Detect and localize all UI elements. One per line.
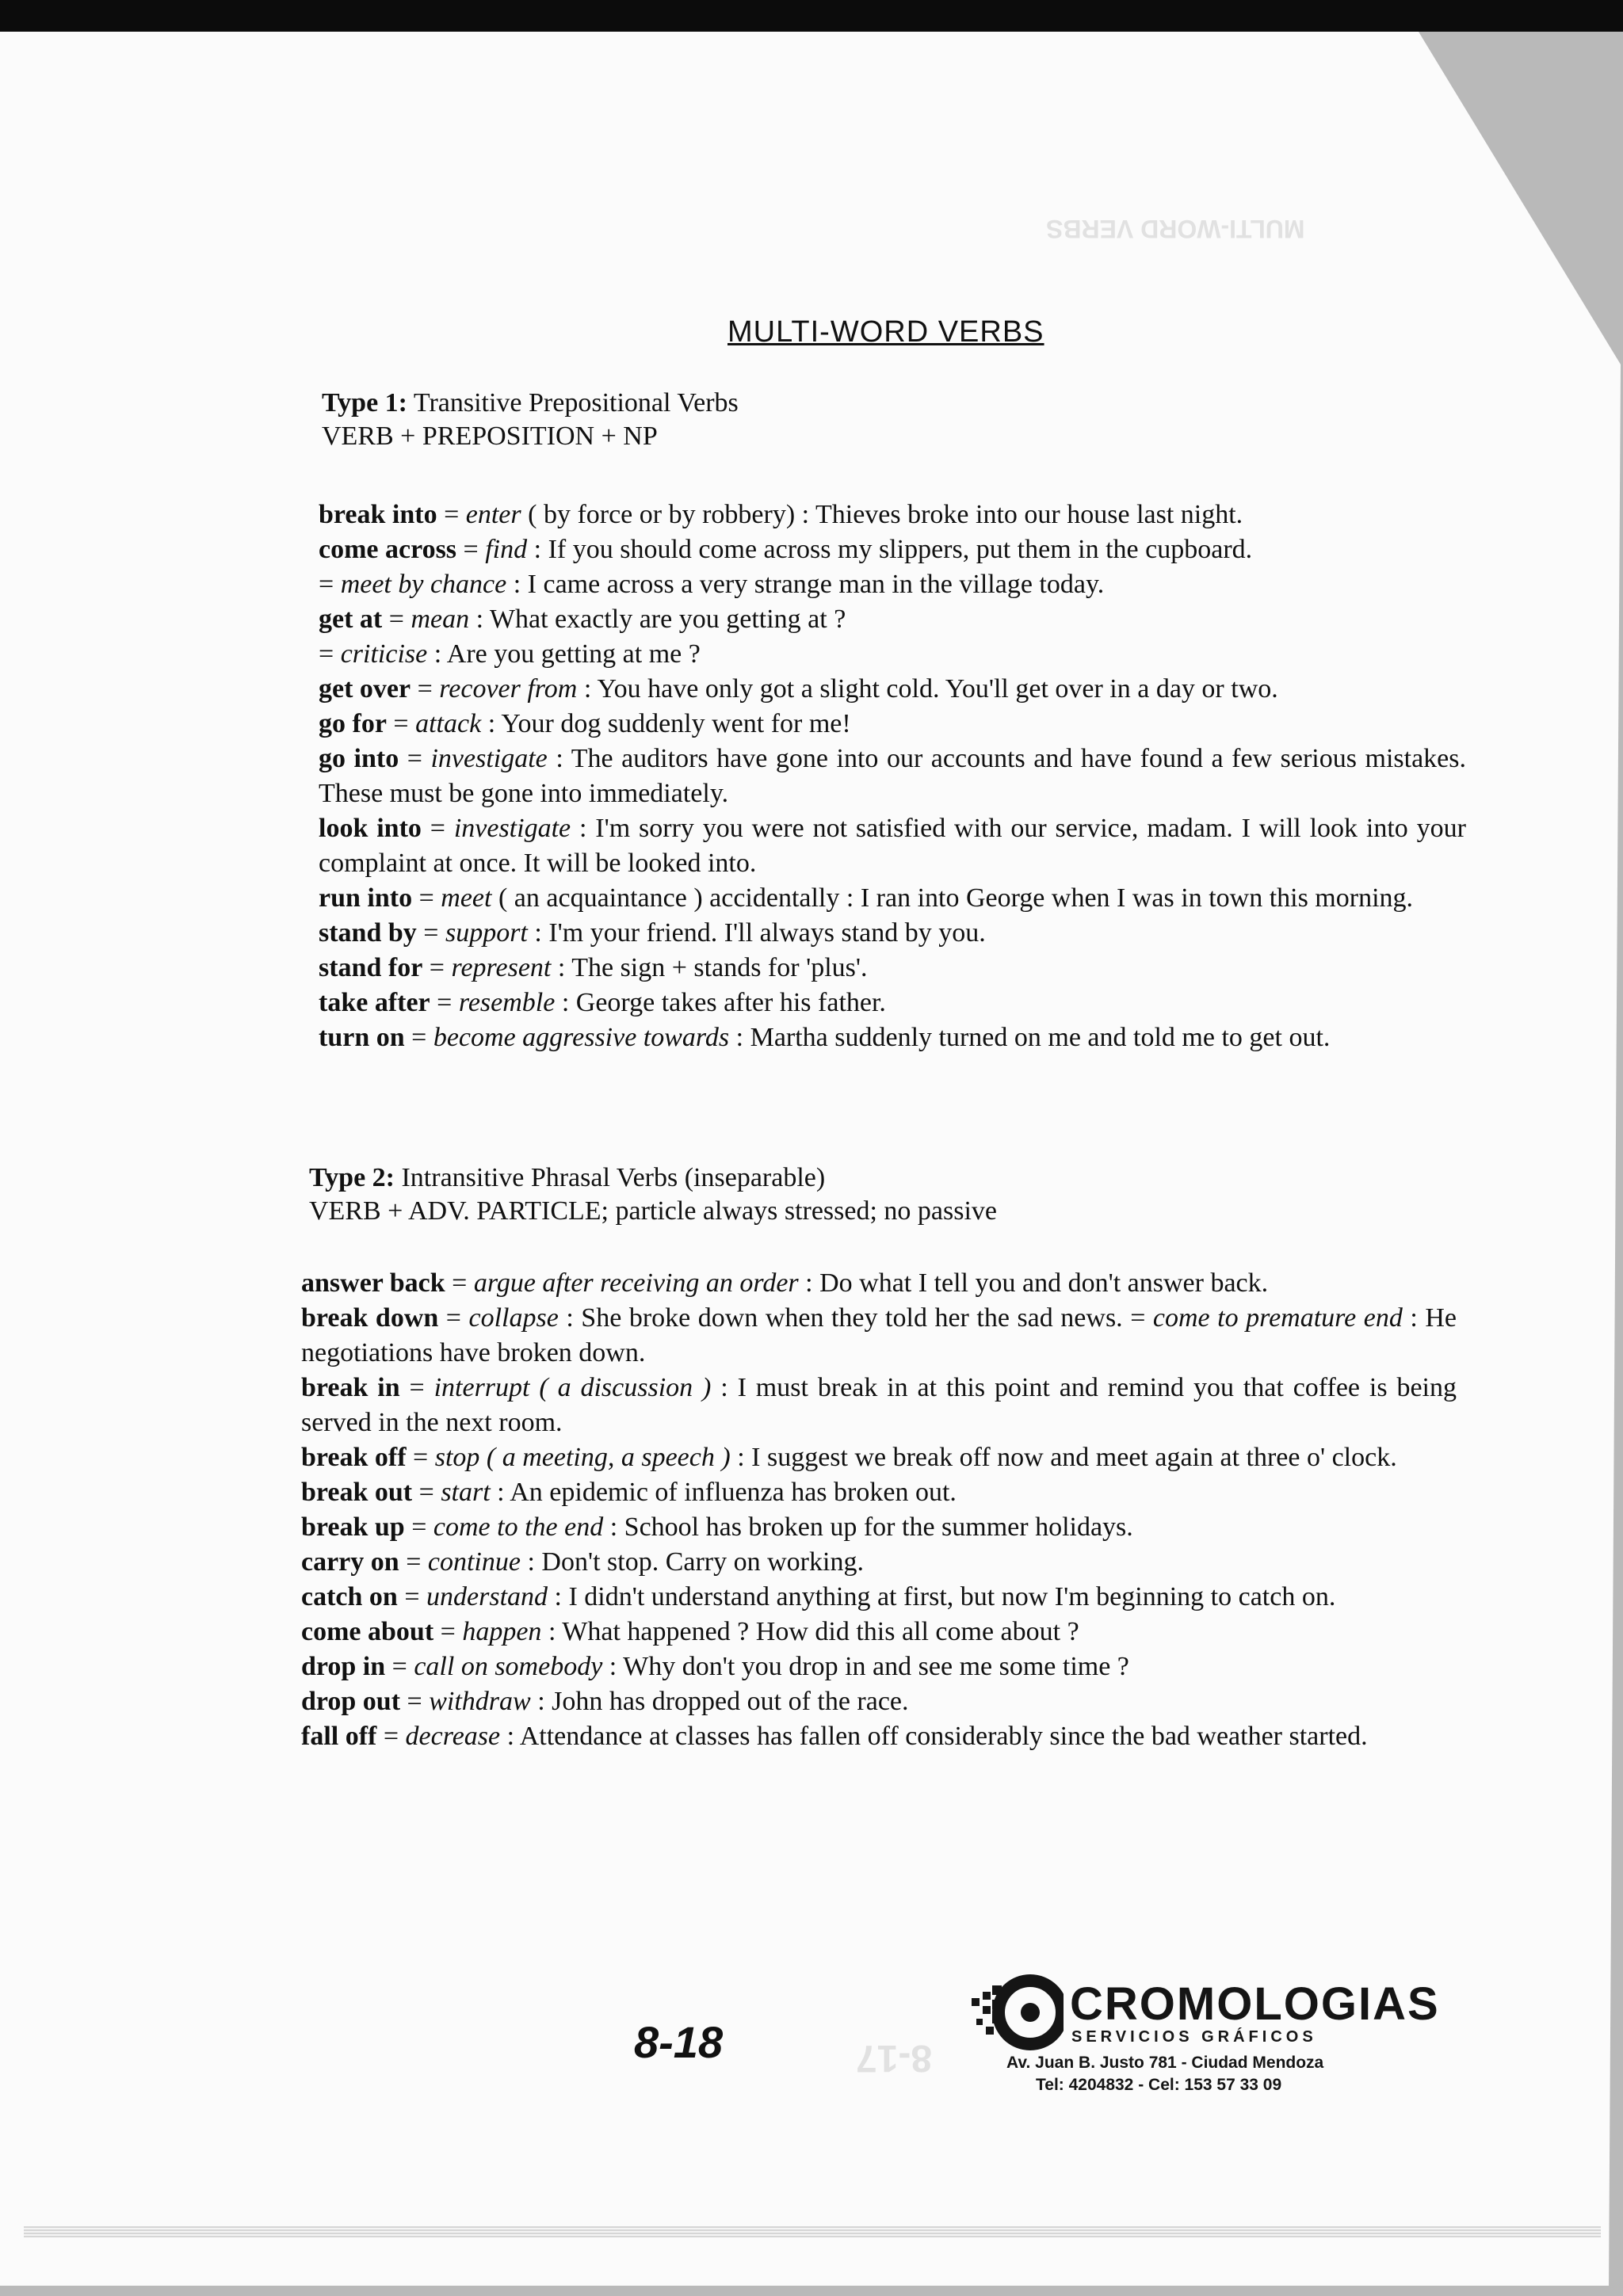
equals-sign: = — [376, 1722, 406, 1751]
verb-example: : I didn't understand anything at first, but now I'm beginning to catch on. — [548, 1582, 1336, 1611]
verb-example: ( by force or by robbery) : Thieves broke into our house last night. — [521, 500, 1243, 529]
verb-term: drop out — [301, 1687, 401, 1716]
equals-sign: = — [400, 1687, 430, 1716]
verb-definition: argue after receiving an order — [473, 1268, 799, 1298]
verb-definition: attack — [415, 709, 482, 738]
verb-entry — [319, 811, 1466, 881]
verb-example: : Are you getting at me ? — [427, 639, 701, 669]
page-title: MULTI-WORD VERBS — [727, 315, 1044, 349]
verb-example: : He negotiations have broken down. — [301, 1303, 1457, 1367]
verb-term: stand for — [319, 953, 423, 982]
verb-definition: meet by chance — [340, 570, 507, 599]
printer-logo-name: CROMOLOGIAS — [1070, 1978, 1440, 2030]
verb-example: : What happened ? How did this all come about ? — [541, 1617, 1079, 1646]
verb-term: get over — [319, 674, 411, 704]
verb-entry — [319, 602, 1466, 637]
verb-term: break out — [301, 1478, 413, 1507]
verb-example: : Why don't you drop in and see me some time ? — [602, 1652, 1129, 1681]
printer-logo-tagline: SERVICIOS GRÁFICOS — [1071, 2028, 1317, 2046]
verb-definition: investigate — [430, 744, 548, 773]
verb-example: : I must break in at this point and remind you that coffee is being served in the next room. — [301, 1373, 1457, 1437]
equals-sign: = — [397, 1582, 427, 1611]
bleed-through-text: 8-17 — [856, 2037, 933, 2079]
verb-example: : School has broken up for the summer holidays. — [603, 1512, 1133, 1542]
verb-entry — [301, 1475, 1457, 1510]
equals-sign: = — [406, 1443, 435, 1472]
verb-entry — [319, 637, 1466, 672]
verb-term: fall off — [301, 1722, 377, 1751]
printer-phone: Tel: 4204832 - Cel: 153 57 33 09 — [1036, 2076, 1282, 2094]
equals-sign: = — [404, 1512, 433, 1542]
verb-example: : Do what I tell you and don't answer back. — [798, 1268, 1269, 1298]
paper-stack-edge — [24, 2226, 1601, 2237]
verb-entry — [319, 707, 1466, 742]
verb-entry — [319, 498, 1466, 532]
verb-entry — [301, 1650, 1457, 1684]
verb-entry — [301, 1440, 1457, 1475]
verb-example: : I'm sorry you were not satisfied with our service, madam. I will look into your complaint at once. It will be looked into. — [319, 814, 1466, 878]
verb-example: : I'm your friend. I'll always stand by you. — [527, 918, 986, 948]
verb-definition: come to the end — [433, 1512, 604, 1542]
printer-address: Av. Juan B. Justo 781 - Ciudad Mendoza — [1006, 2054, 1324, 2072]
verb-term: come across — [319, 535, 457, 564]
verb-entry — [319, 567, 1466, 602]
verb-definition: investigate — [453, 814, 571, 843]
verb-example: : Martha suddenly turned on me and told me to get out. — [729, 1023, 1331, 1052]
equals-sign: = — [319, 570, 341, 599]
verb-definition: collapse — [468, 1303, 559, 1333]
verb-term: run into — [319, 883, 413, 913]
type1-entry-list — [319, 498, 1466, 1055]
verb-entry — [319, 532, 1466, 567]
scanner-top-band — [0, 0, 1623, 32]
type1-label: Type 1: — [322, 388, 407, 418]
verb-example: : What exactly are you getting at ? — [469, 605, 846, 634]
equals-sign: = — [445, 1268, 474, 1298]
verb-entry — [301, 1719, 1457, 1754]
verb-term: look into — [319, 814, 422, 843]
type2-entry-list — [301, 1266, 1457, 1754]
verb-entry — [319, 986, 1466, 1020]
equals-sign: = — [438, 1303, 469, 1333]
verb-definition: criticise — [340, 639, 428, 669]
page-number: 8-18 — [634, 2017, 724, 2067]
verb-term: turn on — [319, 1023, 405, 1052]
equals-sign: = — [382, 605, 411, 634]
type1-pattern: VERB + PREPOSITION + NP — [322, 421, 658, 451]
equals-sign: = — [416, 918, 445, 948]
verb-entry — [301, 1580, 1457, 1615]
equals-sign: = — [411, 674, 440, 704]
verb-term: carry on — [301, 1547, 399, 1577]
verb-definition: start — [441, 1478, 491, 1507]
verb-example: : George takes after his father. — [555, 988, 886, 1017]
verb-entry — [301, 1684, 1457, 1719]
verb-definition: continue — [427, 1547, 521, 1577]
verb-definition: withdraw — [429, 1687, 531, 1716]
verb-term: catch on — [301, 1582, 398, 1611]
equals-sign: = — [433, 1617, 463, 1646]
equals-sign: = — [437, 500, 466, 529]
verb-entry — [301, 1371, 1457, 1440]
verb-definition: find — [485, 535, 528, 564]
verb-definition: support — [445, 918, 528, 948]
type1-title: Transitive Prepositional Verbs — [413, 388, 739, 418]
verb-term: break down — [301, 1303, 439, 1333]
verb-term: take after — [319, 988, 430, 1017]
verb-definition: come to premature end — [1152, 1303, 1403, 1333]
verb-definition: understand — [426, 1582, 548, 1611]
verb-example: : I suggest we break off now and meet again at three o' clock. — [730, 1443, 1397, 1472]
equals-sign: = — [412, 883, 441, 913]
verb-definition: become aggressive towards — [433, 1023, 730, 1052]
verb-term: come about — [301, 1617, 434, 1646]
verb-definition: meet — [441, 883, 492, 913]
verb-term: stand by — [319, 918, 417, 948]
equals-sign: = — [404, 1023, 433, 1052]
printer-logo-mark-icon — [968, 1974, 1064, 2054]
equals-sign: = — [430, 988, 459, 1017]
verb-term: go into — [319, 744, 399, 773]
type2-label: Type 2: — [309, 1163, 395, 1192]
equals-sign: = — [386, 709, 416, 738]
verb-definition: decrease — [405, 1722, 501, 1751]
verb-entry — [319, 881, 1466, 916]
verb-example: : Attendance at classes has fallen off considerably since the bad weather started. — [500, 1722, 1368, 1751]
verb-example: : The sign + stands for 'plus'. — [551, 953, 868, 982]
equals-sign: = — [399, 744, 431, 773]
verb-definition: interrupt ( a discussion ) — [433, 1373, 712, 1402]
equals-sign: = — [399, 1547, 428, 1577]
verb-example: : Don't stop. Carry on working. — [520, 1547, 864, 1577]
verb-definition: happen — [462, 1617, 542, 1646]
verb-definition: stop ( a meeting, a speech ) — [434, 1443, 731, 1472]
verb-example: : An epidemic of influenza has broken out. — [490, 1478, 957, 1507]
verb-definition: call on somebody — [414, 1652, 603, 1681]
verb-entry — [301, 1545, 1457, 1580]
equals-sign: = — [399, 1373, 434, 1402]
verb-entry — [319, 672, 1466, 707]
type1-heading — [322, 387, 739, 453]
verb-term: drop in — [301, 1652, 386, 1681]
type2-heading — [309, 1161, 997, 1228]
verb-example: : The auditors have gone into our accounts and have found a few serious mistakes. These must be gone into immediately. — [319, 744, 1466, 808]
verb-term: break into — [319, 500, 437, 529]
verb-definition: resemble — [458, 988, 556, 1017]
verb-definition: represent — [451, 953, 552, 982]
verb-entry — [301, 1266, 1457, 1301]
verb-example: : John has dropped out of the race. — [530, 1687, 909, 1716]
verb-entry — [319, 951, 1466, 986]
verb-example: : She broke down when they told her the sad news. = — [558, 1303, 1153, 1333]
verb-example: ( an acquaintance ) accidentally : I ran into George when I was in town this morning. — [491, 883, 1414, 913]
verb-example: : Your dog suddenly went for me! — [481, 709, 851, 738]
verb-entry — [301, 1615, 1457, 1650]
verb-entry — [319, 916, 1466, 951]
verb-definition: recover from — [439, 674, 578, 704]
verb-term: get at — [319, 605, 383, 634]
verb-term: break in — [301, 1373, 400, 1402]
verb-entry — [301, 1301, 1457, 1371]
verb-example: : You have only got a slight cold. You'll get over in a day or two. — [577, 674, 1278, 704]
paper-page — [0, 32, 1623, 2286]
equals-sign: = — [385, 1652, 414, 1681]
equals-sign: = — [319, 639, 341, 669]
verb-term: answer back — [301, 1268, 445, 1298]
equals-sign: = — [412, 1478, 441, 1507]
equals-sign: = — [456, 535, 486, 564]
printer-logo — [968, 1974, 1440, 2094]
verb-term: go for — [319, 709, 387, 738]
verb-term: break off — [301, 1443, 407, 1472]
bleed-through-text: MULTI-WORD VERBS — [1046, 215, 1305, 243]
verb-example: : I came across a very strange man in the village today. — [506, 570, 1105, 599]
equals-sign: = — [422, 953, 452, 982]
verb-entry — [319, 1020, 1466, 1055]
type2-pattern: VERB + ADV. PARTICLE; particle always stressed; no passive — [309, 1196, 998, 1226]
verb-entry — [301, 1510, 1457, 1545]
verb-definition: enter — [465, 500, 521, 529]
verb-definition: mean — [411, 605, 470, 634]
verb-term: break up — [301, 1512, 405, 1542]
verb-entry — [319, 742, 1466, 811]
verb-example: : If you should come across my slippers, put them in the cupboard. — [527, 535, 1253, 564]
type2-title: Intransitive Phrasal Verbs (inseparable) — [401, 1163, 826, 1192]
equals-sign: = — [421, 814, 454, 843]
